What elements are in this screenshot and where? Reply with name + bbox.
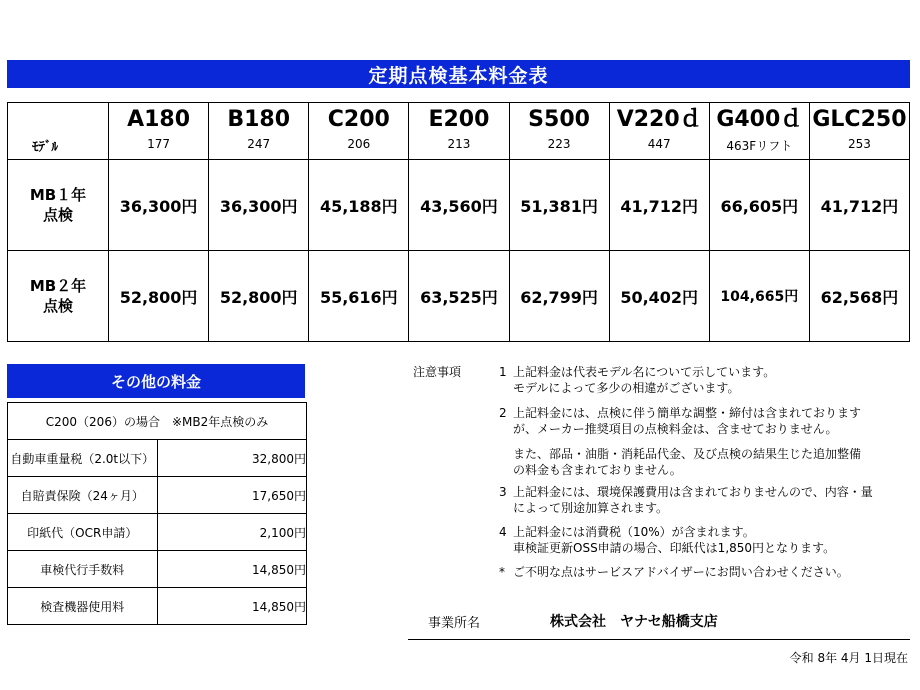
- fee-value: 32,800円: [157, 440, 307, 477]
- office-name: 株式会社 ヤナセ船橋支店: [550, 614, 718, 630]
- note-number: *: [499, 565, 505, 579]
- fee-row: [8, 514, 307, 551]
- model-name: GLC250: [812, 107, 907, 132]
- row-label-line1: MB２年: [29, 277, 87, 295]
- fee-value: 14,850円: [157, 551, 307, 588]
- fee-label: 車検代行手数料: [8, 551, 158, 588]
- price-row-1year: [8, 160, 910, 251]
- fee-value: 14,850円: [157, 588, 307, 625]
- note-item: [499, 524, 909, 556]
- price-cell: 41,712円: [609, 160, 709, 251]
- model-code: 247: [247, 137, 271, 151]
- price-cell: 52,800円: [109, 251, 209, 342]
- fee-row: [8, 551, 307, 588]
- effective-date: 令和 8年 4月 1日現在: [789, 651, 908, 665]
- office-divider: [408, 639, 910, 640]
- note-item: [499, 446, 909, 478]
- model-code: 447: [647, 137, 671, 151]
- row-label-1year: [8, 160, 109, 251]
- note-text: 上記料金には、点検に伴う簡単な調整・締付は含まれております が、メーカー推奨項目の点検料金は、含ませておりません。: [513, 406, 862, 436]
- row-label-line1: MB１年: [29, 186, 87, 204]
- fee-label: 印紙代（OCR申請）: [8, 514, 158, 551]
- model-code: 177: [147, 137, 171, 151]
- fee-label: 自賠責保険（24ヶ月）: [8, 477, 158, 514]
- model-name: C200: [327, 107, 390, 132]
- fee-value: 2,100円: [157, 514, 307, 551]
- other-fees-title: その他の料金: [7, 364, 305, 398]
- model-code: 206: [347, 137, 371, 151]
- row-label-2year: [8, 251, 109, 342]
- price-cell: 41,712円: [809, 160, 909, 251]
- model-name: A180: [127, 107, 191, 132]
- model-name: S500: [528, 107, 590, 132]
- office-label: 事業所名: [428, 616, 481, 631]
- price-cell: 63,525円: [409, 251, 509, 342]
- notes-title: 注意事項: [413, 365, 462, 379]
- price-cell: 62,568円: [809, 251, 909, 342]
- fee-value: 17,650円: [157, 477, 307, 514]
- price-cell: 50,402円: [609, 251, 709, 342]
- model-label: ﾓﾃﾞﾙ: [32, 140, 58, 155]
- price-cell: 104,665円: [709, 251, 809, 342]
- model-label-cell: [8, 103, 109, 160]
- price-cell: 62,799円: [509, 251, 609, 342]
- note-item: [499, 564, 909, 580]
- model-cell: [409, 103, 509, 160]
- fee-row: [8, 440, 307, 477]
- note-text: また、部品・油脂・消耗品代金、及び点検の結果生じた追加整備 の料金も含まれておりません。: [513, 447, 862, 477]
- note-number: 1: [499, 365, 507, 379]
- row-label-line2: 点検: [42, 297, 73, 315]
- note-number: 3: [499, 485, 507, 499]
- model-cell: [209, 103, 309, 160]
- fee-label: 自動車重量税（2.0t以下）: [8, 440, 158, 477]
- fee-row: [8, 477, 307, 514]
- price-cell: 43,560円: [409, 160, 509, 251]
- model-cell: [109, 103, 209, 160]
- other-fees-table: [7, 402, 307, 625]
- model-cell: [709, 103, 809, 160]
- note-item: [499, 405, 909, 437]
- price-cell: 51,381円: [509, 160, 609, 251]
- page-title: 定期点検基本料金表: [7, 60, 910, 88]
- note-text: 上記料金には、環境保護費用は含まれておりませんので、内容・量 によって別途加算されます。: [513, 485, 873, 515]
- model-code: 253: [847, 137, 871, 151]
- price-cell: 66,605円: [709, 160, 809, 251]
- model-code: 213: [447, 137, 471, 151]
- model-name: B180: [227, 107, 291, 132]
- model-name: E200: [428, 107, 490, 132]
- model-code: 223: [547, 137, 571, 151]
- fee-row: [8, 588, 307, 625]
- note-item: [499, 364, 909, 396]
- other-fees-note-row: [8, 403, 307, 440]
- model-cell: [809, 103, 909, 160]
- price-row-2year: [8, 251, 910, 342]
- note-text: 上記料金は代表モデル名について示しています。 モデルによって多少の相違がございます。: [513, 365, 776, 395]
- price-cell: 36,300円: [109, 160, 209, 251]
- note-item: [499, 484, 909, 516]
- price-cell: 55,616円: [309, 251, 409, 342]
- note-number: 2: [499, 406, 507, 420]
- model-cell: [609, 103, 709, 160]
- other-fees-note: C200（206）の場合 ※MB2年点検のみ: [8, 403, 307, 440]
- note-text: 上記料金には消費税（10%）が含まれます。 車検証更新OSS申請の場合、印紙代は1,850円となります。: [513, 525, 836, 555]
- model-cell: [309, 103, 409, 160]
- fee-label: 検査機器使用料: [8, 588, 158, 625]
- model-name: G400ｄ: [716, 107, 803, 132]
- price-cell: 36,300円: [209, 160, 309, 251]
- note-text: ご不明な点はサービスアドバイザーにお問い合わせください。: [513, 565, 849, 579]
- note-number: 4: [499, 525, 507, 539]
- model-code: 463Fリフト: [726, 139, 793, 153]
- price-cell: 45,188円: [309, 160, 409, 251]
- row-label-line2: 点検: [42, 206, 73, 224]
- model-cell: [509, 103, 609, 160]
- model-name: V220ｄ: [616, 107, 702, 132]
- model-header-row: [8, 103, 910, 160]
- price-cell: 52,800円: [209, 251, 309, 342]
- price-table: [7, 102, 910, 342]
